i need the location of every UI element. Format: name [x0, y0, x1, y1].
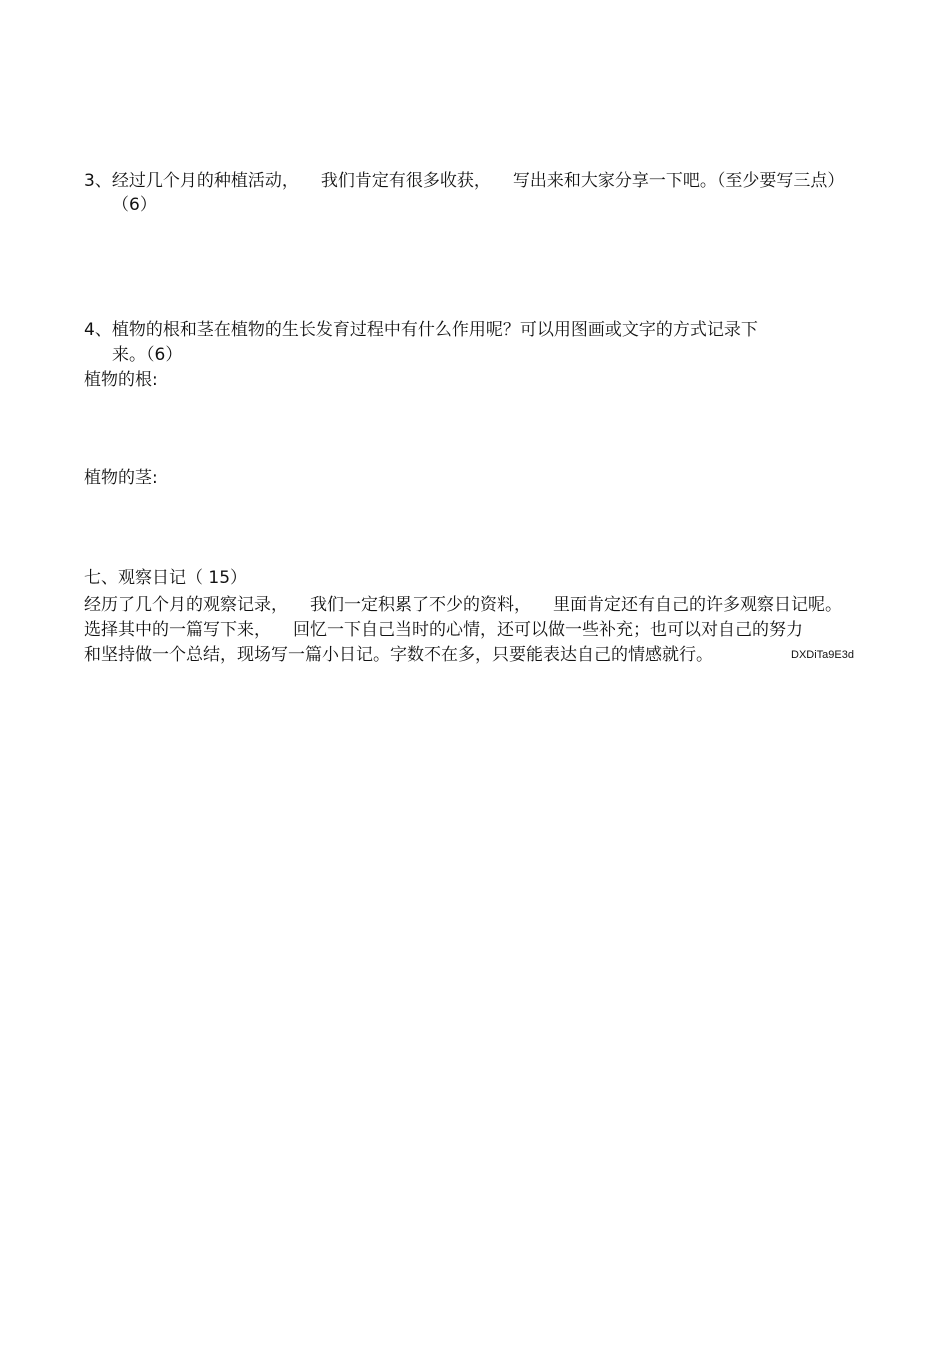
document-code: DXDiTa9E3d [791, 649, 854, 661]
question-3-score: （6） [112, 195, 157, 215]
question-3-text-a: 3、经过几个月的种植活动， [84, 171, 299, 191]
section-7-line-1 [84, 594, 842, 616]
root-label: 植物的根: [84, 370, 158, 390]
section-7-line-3: 和坚持做一个总结，现场写一篇小日记。字数不在多，只要能表达自己的情感就行。 [84, 645, 713, 665]
question-4-line-1: 4、植物的根和茎在植物的生长发育过程中有什么作用呢？可以用图画或文字的方式记录下 [84, 320, 758, 340]
question-3-text-b: 我们肯定有很多收获， [320, 171, 491, 191]
section-7-line-1-b: 我们一定积累了不少的资料， [310, 595, 531, 615]
section-7-line-2-b: 回忆一下自己当时的心情，还可以做一些补充；也可以对自己的努力 [293, 620, 803, 640]
stem-label: 植物的茎: [84, 468, 158, 488]
section-7-line-1-c: 里面肯定还有自己的许多观察日记呢。 [553, 595, 842, 615]
section-7-line-2 [84, 619, 803, 641]
question-3-text-c: 写出来和大家分享一下吧。（至少要写三点） [512, 171, 845, 191]
section-7-line-1-a: 经历了几个月的观察记录， [84, 595, 288, 615]
question-3-line-1 [84, 170, 844, 192]
section-7-heading: 七、观察日记（ 15） [84, 568, 248, 588]
section-7-line-2-a: 选择其中的一篇写下来， [84, 620, 271, 640]
question-4-line-2: 来。（6） [112, 345, 183, 365]
